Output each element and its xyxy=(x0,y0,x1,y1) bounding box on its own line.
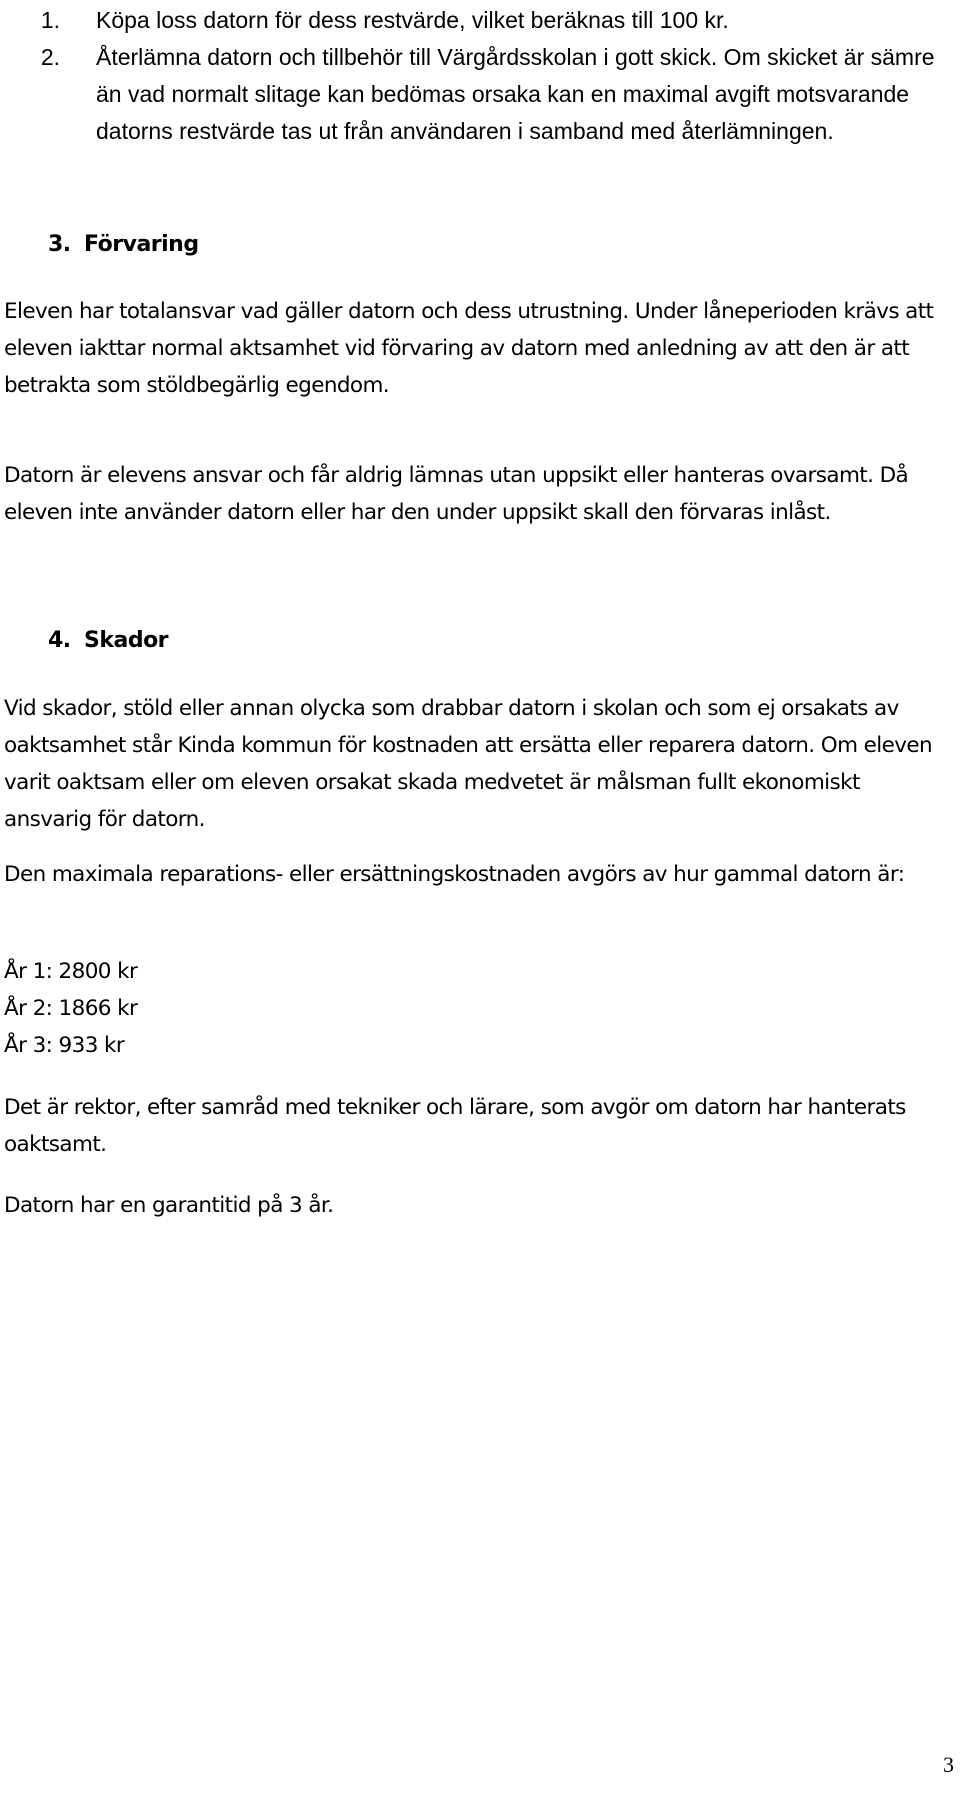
cost-list xyxy=(4,953,950,1064)
paragraph: Datorn har en garantitid på 3 år. xyxy=(4,1193,334,1218)
paragraph: Det är rektor, efter samråd med tekniker och lärare, som avgör om datorn har hanterats oaktsamt. xyxy=(4,1095,906,1157)
list-item-text: Köpa loss datorn för dess restvärde, vilket beräknas till 100 kr. xyxy=(96,7,729,33)
list-item-text: Återlämna datorn och tillbehör till Värgårdsskolan i gott skick. Om skicket är sämre än vad normalt slitage kan bedömas orsaka kan en maximal avgift motsvarande datorns restvärde tas ut från användaren i samband med återlämningen. xyxy=(96,44,935,144)
list-item xyxy=(0,2,950,39)
list-item-number: 2. xyxy=(40,44,60,70)
list-item xyxy=(0,39,950,150)
list-item-number: 1. xyxy=(40,7,60,33)
cost-list-item: År 2: 1866 kr xyxy=(4,996,138,1021)
section-heading-forvaring xyxy=(48,226,199,263)
paragraph: Eleven har totalansvar vad gäller datorn och dess utrustning. Under låneperioden krävs att eleven iakttar normal aktsamhet vid förvaring av datorn med anledning av att den är att betrakta som stöldbegärlig egendom. xyxy=(4,299,934,398)
section-heading-skador xyxy=(48,622,168,659)
paragraph: Den maximala reparations- eller ersättningskostnaden avgörs av hur gammal datorn är: xyxy=(4,862,905,887)
numbered-list xyxy=(0,2,950,150)
section-number: 4. xyxy=(48,628,71,653)
section-number: 3. xyxy=(48,232,71,257)
section-title: Förvaring xyxy=(84,232,199,257)
cost-list-item: År 1: 2800 kr xyxy=(4,959,138,984)
section-title: Skador xyxy=(84,628,169,653)
paragraph: Vid skador, stöld eller annan olycka som drabbar datorn i skolan och som ej orsakats av oaktsamhet står Kinda kommun för kostnaden att ersätta eller reparera datorn. Om eleven varit oaktsam eller om eleven orsakat skada medvetet är målsman fullt ekonomiskt ansvarig för datorn. xyxy=(4,696,933,832)
page-number: 3 xyxy=(943,1752,954,1777)
paragraph: Datorn är elevens ansvar och får aldrig lämnas utan uppsikt eller hanteras ovarsamt. Då eleven inte använder datorn eller har den under uppsikt skall den förvaras inlåst. xyxy=(4,463,909,525)
cost-list-item: År 3: 933 kr xyxy=(4,1033,125,1058)
